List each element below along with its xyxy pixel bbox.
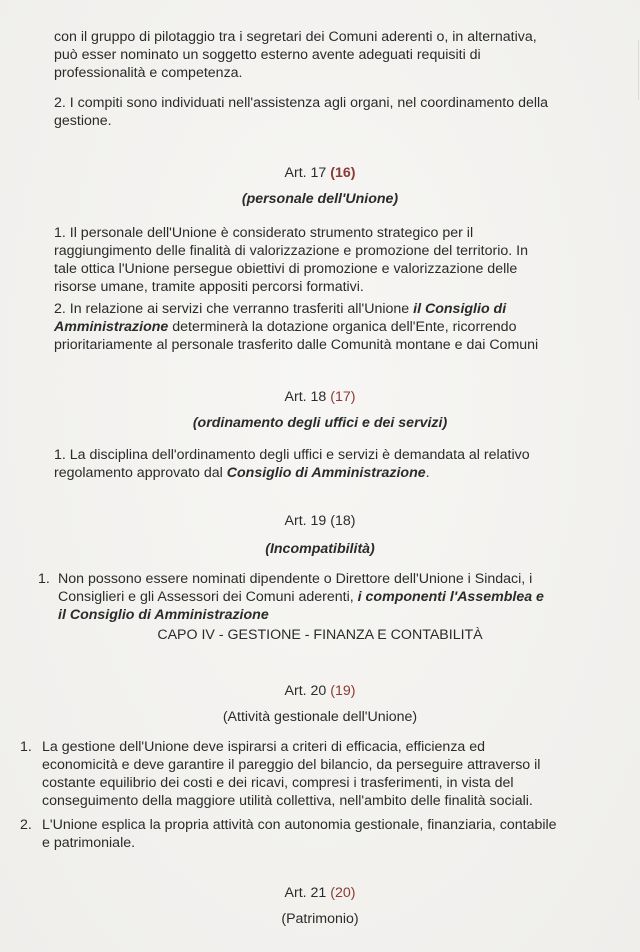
art19-text: Consiglieri e gli Assessori dei Comuni aderenti, <box>58 589 358 605</box>
capo-heading: CAPO IV - GESTIONE - FINANZA E CONTABILITÀ <box>157 627 483 643</box>
art20-old-number: (19) <box>330 683 356 699</box>
art18-number: Art. 18 <box>284 389 327 405</box>
art18-text: . <box>425 465 430 481</box>
art17-line: prioritariamente al personale trasferito dalle Comunità montane e dai Comuni <box>54 337 539 353</box>
art21-heading <box>0 884 640 902</box>
art20-line: conseguimento della maggiore utilità collettiva, nell'ambito delle finalità sociali. <box>42 793 533 809</box>
art19-paragraph <box>58 570 610 624</box>
art19-heading <box>0 512 640 530</box>
art17-line: 1. Il personale dell'Unione è considerato strumento strategico per il <box>54 225 474 241</box>
art17-line <box>54 300 606 318</box>
art19-item-number: 1. <box>38 571 50 587</box>
art17-title: (personale dell'Unione) <box>241 191 399 207</box>
art19-title: (Incompatibilità) <box>265 541 375 557</box>
intro-line: con il gruppo di pilotaggio tra i segretari dei Comuni aderenti o, in alternativa, <box>54 29 537 45</box>
art18-emphasis: Consiglio di Amministrazione <box>226 465 426 481</box>
art20-paragraph-2 <box>42 816 614 852</box>
art18-title: (ordinamento degli uffici e dei servizi) <box>192 415 448 431</box>
intro-line: gestione. <box>54 113 112 129</box>
art17-emphasis: Amministrazione <box>54 319 169 335</box>
intro-paragraph-2 <box>54 94 606 130</box>
art19-emphasis: i componenti l'Assemblea e <box>357 589 544 605</box>
art19-line: il Consiglio di Amministrazione <box>58 607 269 623</box>
intro-line: 2. I compiti sono individuati nell'assistenza agli organi, nel coordinamento della <box>54 95 549 111</box>
art21-number: Art. 21 <box>284 885 327 901</box>
art19-line: Non possono essere nominati dipendente o Direttore dell'Unione i Sindaci, i <box>58 571 533 587</box>
art18-old-number: (17) <box>330 389 356 405</box>
art17-paragraph-1 <box>54 224 606 296</box>
intro-line: professionalità e competenza. <box>54 65 243 81</box>
art20-number: Art. 20 <box>284 683 327 699</box>
art17-text: determinerà la dotazione organica dell'Ente, ricorrendo <box>168 319 517 335</box>
art20-heading <box>0 682 640 700</box>
art21-old-number: (20) <box>330 885 356 901</box>
art17-line: raggiungimento delle finalità di valorizzazione e promozione del territorio. In <box>54 243 528 259</box>
art20-line: La gestione dell'Unione deve ispirarsi a criteri di efficacia, efficienza ed <box>42 739 486 755</box>
art17-text: 2. In relazione ai servizi che verranno trasferiti all'Unione <box>54 301 414 317</box>
art18-line <box>54 464 606 482</box>
art20-item-number-2: 2. <box>20 817 32 833</box>
art20-paragraph-1 <box>42 738 614 810</box>
art21-title: (Patrimonio) <box>281 911 359 927</box>
art18-line: 1. La disciplina dell'ordinamento degli uffici e servizi è demandata al relativo <box>54 447 530 463</box>
art20-title: (Attività gestionale dell'Unione) <box>222 709 418 725</box>
art17-old-number: (16) <box>330 165 356 181</box>
art18-heading <box>0 388 640 406</box>
art19-old-number: (18) <box>330 513 356 529</box>
art20-line: L'Unione esplica la propria attività con autonomia gestionale, finanziaria, contabile <box>42 817 557 833</box>
art17-line: risorse umane, tramite appositi percorsi formativi. <box>54 279 364 295</box>
art17-heading <box>0 164 640 182</box>
art17-line <box>54 318 606 336</box>
bleed-through-mark <box>610 40 639 100</box>
art19-number: Art. 19 <box>284 513 327 529</box>
intro-paragraph <box>54 28 606 82</box>
art17-paragraph-2 <box>54 300 606 354</box>
art20-line: costante equilibrio dei costi e dei ricavi, compresi i trasferimenti, in vista del <box>42 775 514 791</box>
art18-text: regolamento approvato dal <box>54 465 227 481</box>
art18-paragraph <box>54 446 606 482</box>
art20-line: economicità e deve garantire il pareggio del bilancio, da perseguire attraverso il <box>42 757 541 773</box>
art20-item-number-1: 1. <box>20 739 32 755</box>
art17-number: Art. 17 <box>284 165 327 181</box>
art20-line: e patrimoniale. <box>42 835 136 851</box>
art19-line <box>58 588 610 606</box>
art17-line: tale ottica l'Unione persegue obiettivi di promozione e valorizzazione delle <box>54 261 518 277</box>
intro-line: può esser nominato un soggetto esterno avente adeguati requisiti di <box>54 47 481 63</box>
art17-emphasis: il Consiglio di <box>413 301 507 317</box>
